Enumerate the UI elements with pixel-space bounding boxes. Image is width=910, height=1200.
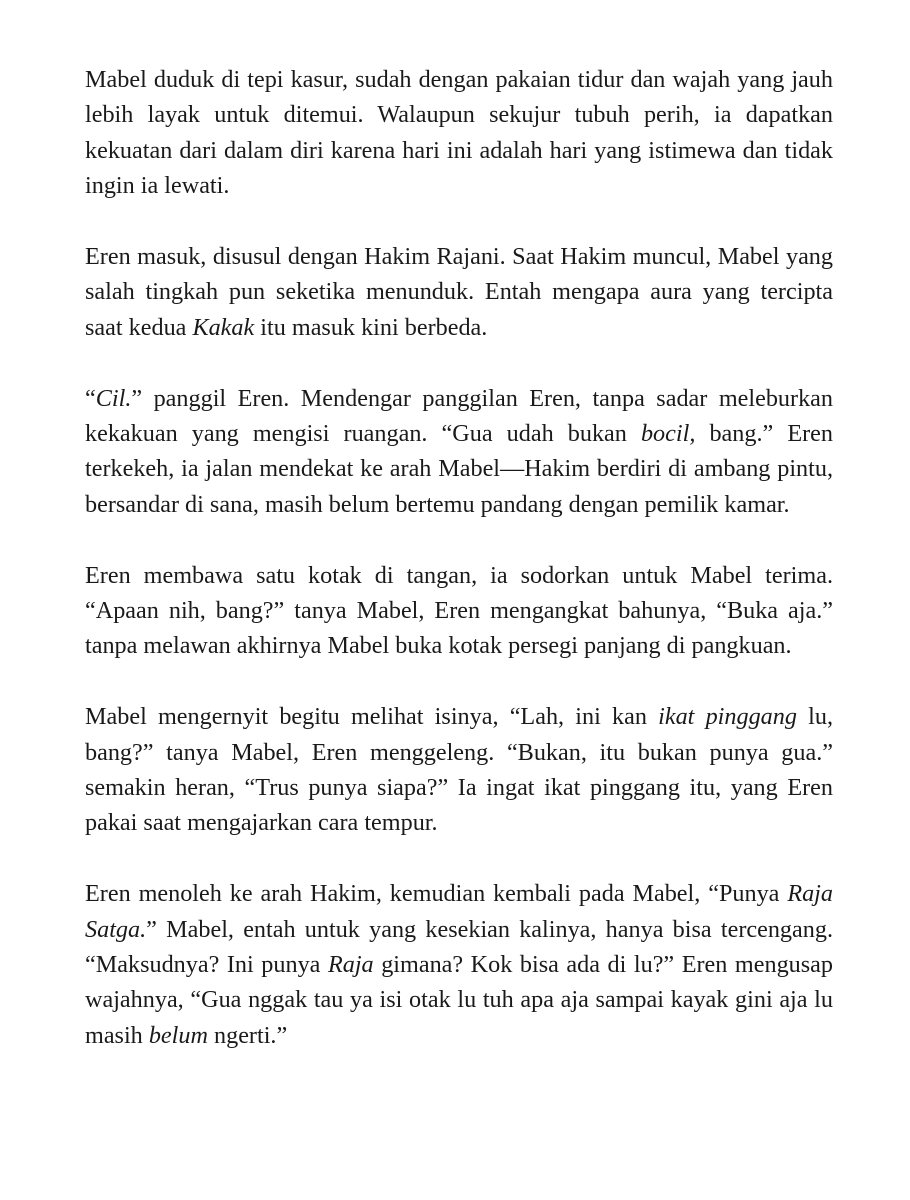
paragraph-6-text-a: Eren menoleh ke arah Hakim, kemudian kembali pada Mabel, “Punya (85, 880, 788, 908)
paragraph-6-emphasis-raja-satga: Raja Satga. (85, 880, 833, 943)
paragraph-6-emphasis-raja: Raja (327, 951, 374, 979)
paragraph-3 (85, 381, 833, 523)
paragraph-1 (85, 62, 833, 204)
paragraph-6-text-d: ngerti.” (207, 1021, 288, 1049)
paragraph-2 (85, 239, 833, 345)
paragraph-2-text-b: itu masuk kini berbeda. (254, 313, 488, 341)
paragraph-3-text-a: “ (85, 384, 96, 412)
paragraph-2-text-a: Eren masuk, disusul dengan Hakim Rajani. Saat Hakim muncul, Mabel yang salah tingkah pun seketika menunduk. Entah mengapa aura yang tercipta saat kedua (85, 243, 833, 341)
paragraph-3-emphasis-cil: Cil. (95, 384, 132, 412)
paragraph-2-emphasis-kakak: Kakak (192, 313, 255, 341)
paragraph-5-text-a: Mabel mengernyit begitu melihat isinya, “Lah, ini kan (85, 703, 659, 731)
paragraph-5 (85, 699, 833, 841)
paragraph-3-emphasis-bocil: bocil, (640, 420, 696, 448)
paragraph-6-emphasis-belum: belum (148, 1021, 208, 1049)
paragraph-6-text-c: gimana? Kok bisa ada di lu?” Eren mengusap wajahnya, “Gua nggak tau ya isi otak lu tuh apa aja sampai kayak gini aja lu masih (85, 951, 833, 1049)
paragraph-4 (85, 558, 833, 664)
paragraph-6-text-b: ” Mabel, entah untuk yang kesekian kalinya, hanya bisa tercengang. “Maksudnya? Ini punya (85, 915, 833, 979)
paragraph-5-emphasis-ikat-pinggang: ikat pinggang (658, 703, 797, 731)
paragraph-1-text: Mabel duduk di tepi kasur, sudah dengan pakaian tidur dan wajah yang jauh lebih layak untuk ditemui. Walaupun sekujur tubuh perih, ia dapatkan kekuatan dari dalam diri karena hari ini adalah hari yang istimewa dan tidak ingin ia lewati. (85, 66, 833, 200)
paragraph-6 (85, 876, 833, 1053)
paragraph-3-text-b: ” panggil Eren. Mendengar panggilan Eren, tanpa sadar meleburkan kekakuan yang mengisi ruangan. “Gua udah bukan (85, 384, 833, 448)
paragraph-5-text-b: lu, bang?” tanya Mabel, Eren menggeleng. “Bukan, itu bukan punya gua.” semakin heran, “Trus punya siapa?” Ia ingat ikat pinggang itu, yang Eren pakai saat mengajarkan cara tempur. (85, 703, 833, 837)
paragraph-4-text: Eren membawa satu kotak di tangan, ia sodorkan untuk Mabel terima. “Apaan nih, bang?” tanya Mabel, Eren mengangkat bahunya, “Buka aja.” tanpa melawan akhirnya Mabel buka kotak persegi panjang di pangkuan. (85, 561, 833, 660)
paragraph-3-text-c: bang.” Eren terkekeh, ia jalan mendekat ke arah Mabel—Hakim berdiri di ambang pintu, bersandar di sana, masih belum bertemu pandang dengan pemilik kamar. (85, 420, 833, 518)
document-page (85, 62, 833, 1053)
